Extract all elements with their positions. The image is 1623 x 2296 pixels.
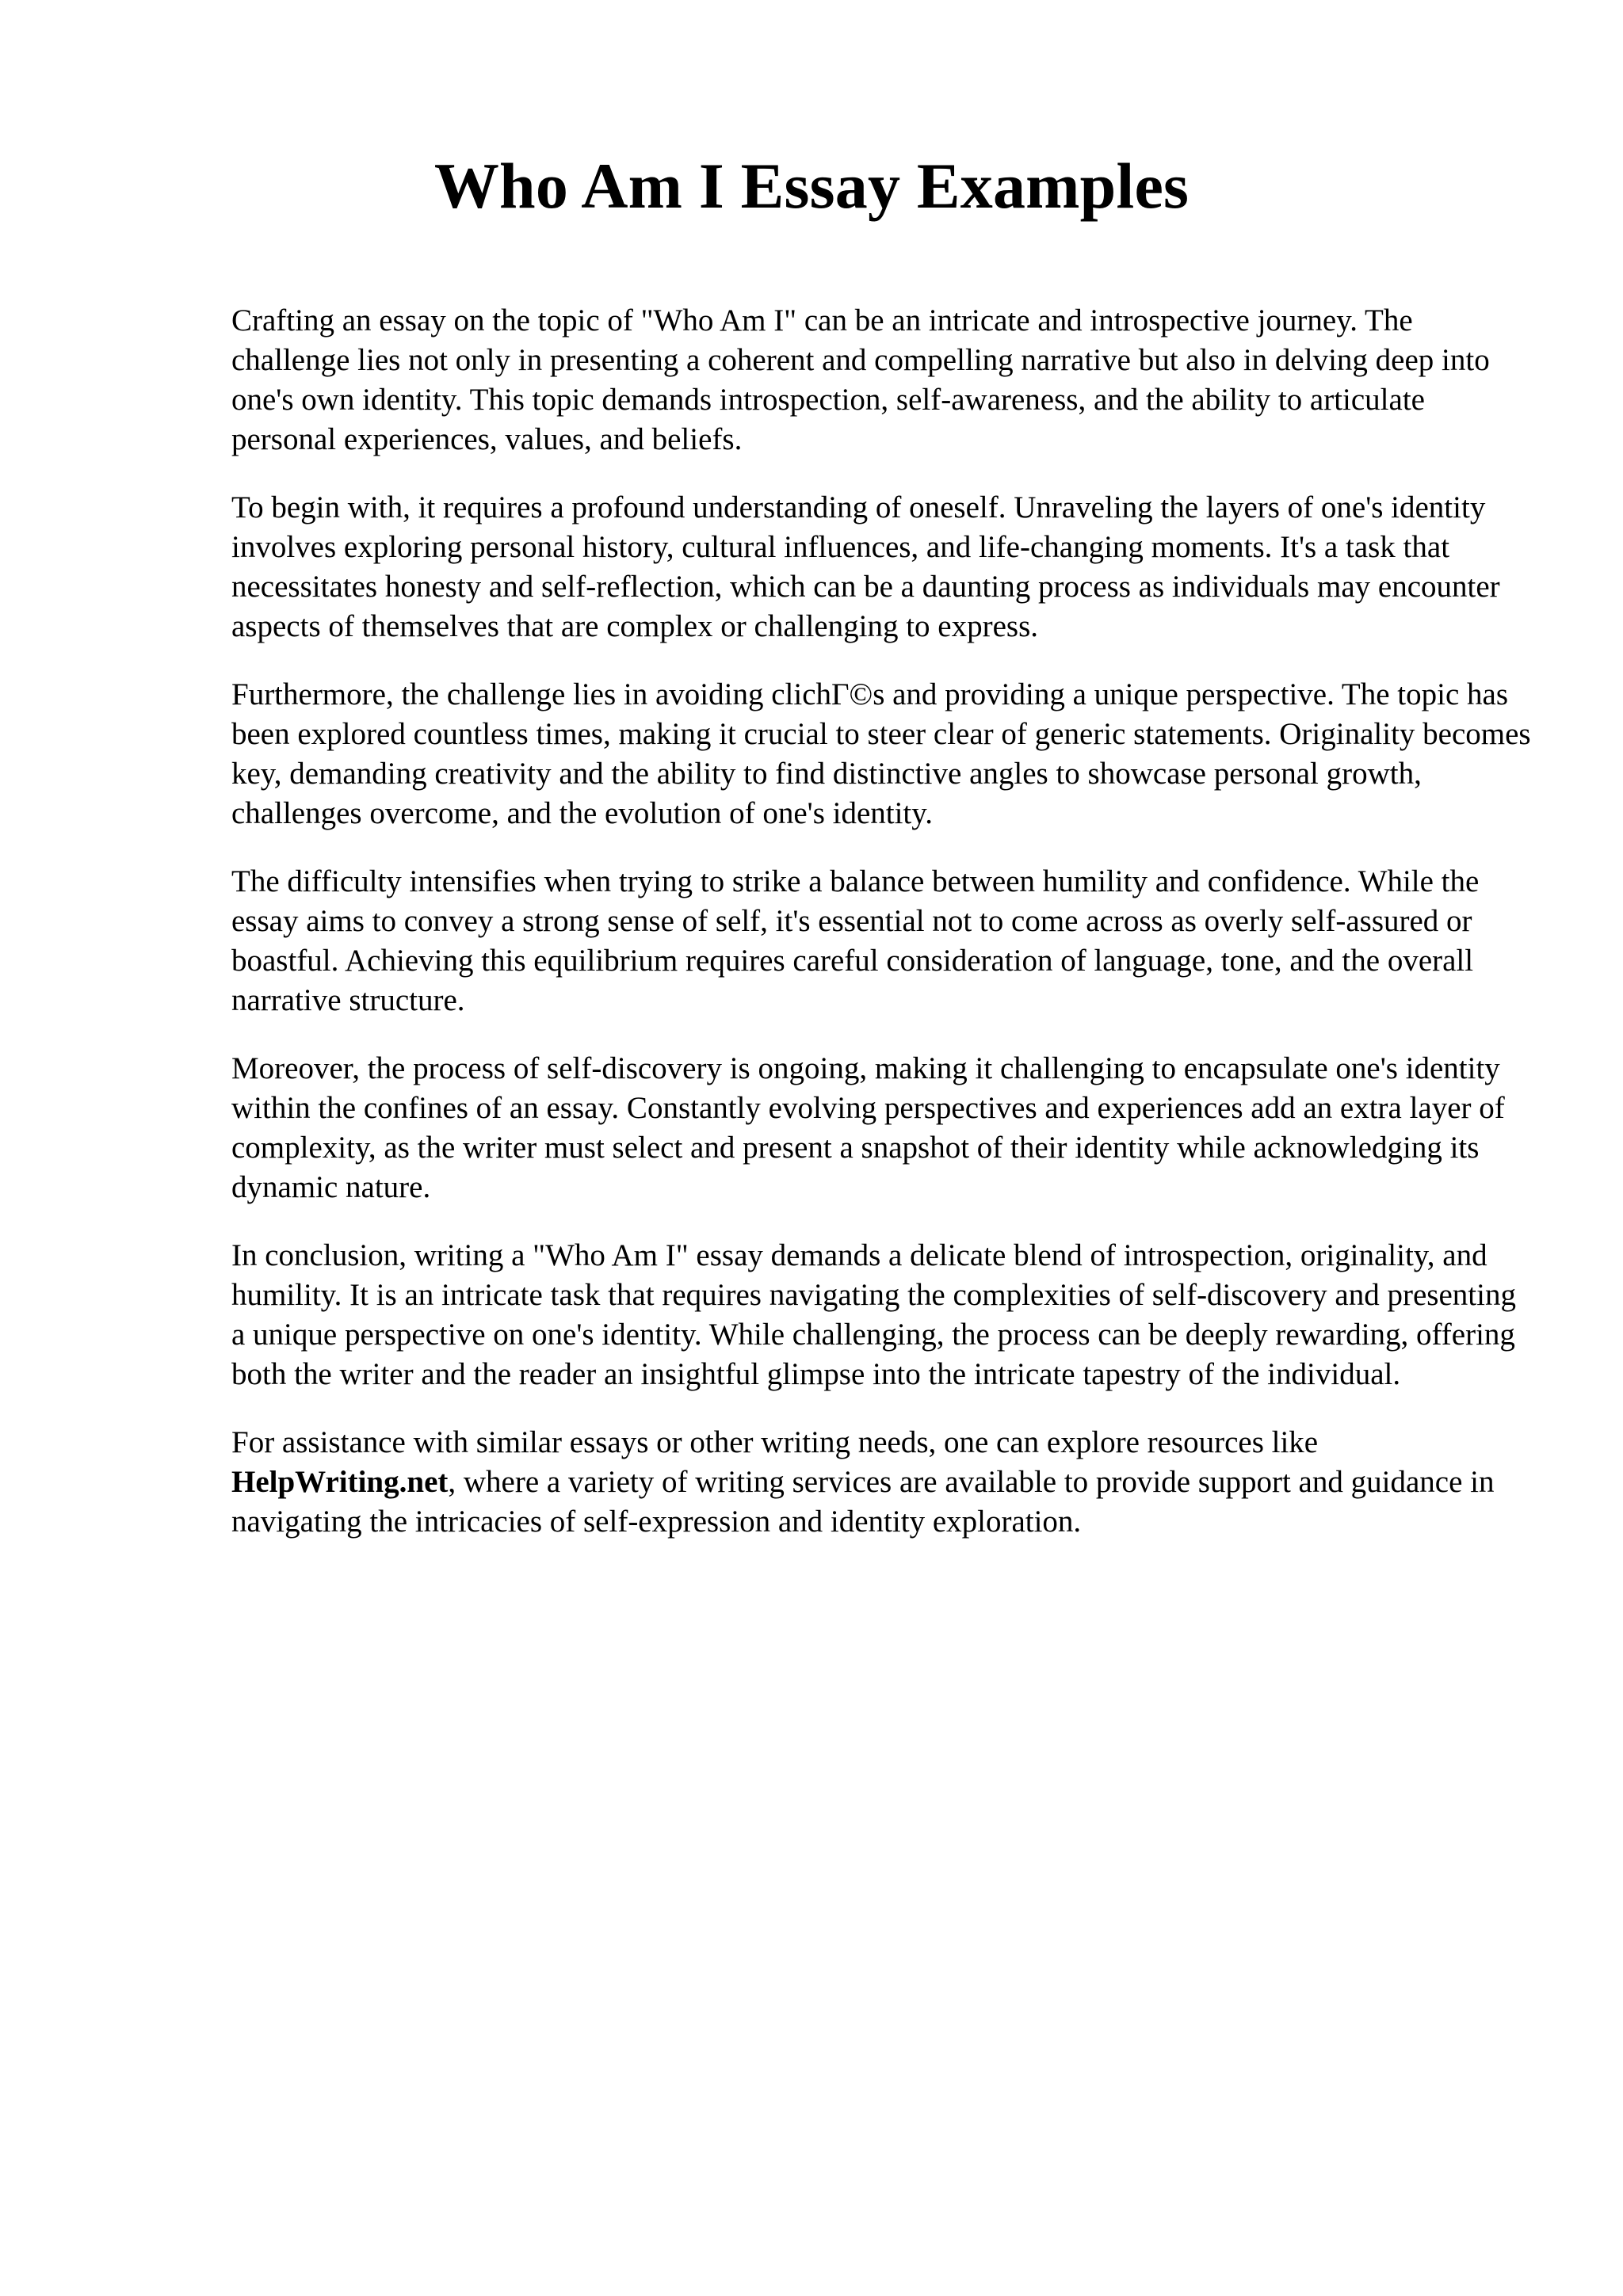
helpwriting-site-name: HelpWriting.net bbox=[231, 1465, 449, 1499]
essay-body bbox=[231, 301, 1531, 1542]
paragraph-5: Moreover, the process of self-discovery is ongoing, making it challenging to encapsulate one's identity within the confines of an essay. Constantly evolving perspectives and experiences add an extra layer of complexity, as the writer must select and present a snapshot of their identity while acknowledging its dynamic nature. bbox=[231, 1051, 1505, 1204]
paragraph-2: To begin with, it requires a profound understanding of oneself. Unraveling the layers of one's identity involves exploring personal history, cultural influences, and life-changing moments. It's a task that necessitates honesty and self-reflection, which can be a daunting process as individuals may encounter aspects of themselves that are complex or challenging to express. bbox=[231, 490, 1500, 643]
page-title: Who Am I Essay Examples bbox=[433, 150, 1190, 222]
closing-text-before: For assistance with similar essays or other writing needs, one can explore resources like bbox=[231, 1425, 1319, 1459]
paragraph-3: Furthermore, the challenge lies in avoiding clichГ©s and providing a unique perspective. The topic has been explored countless times, making it crucial to steer clear of generic statements. Originality becomes key, demanding creativity and the ability to find distinctive angles to showcase personal growth, challenges overcome, and the evolution of one's identity. bbox=[231, 677, 1531, 830]
closing-text-after: , where a variety of writing services are available to provide support and guidance in navigating the intricacies of self-expression and identity exploration. bbox=[231, 1465, 1495, 1539]
paragraph-4: The difficulty intensifies when trying to strike a balance between humility and confidence. While the essay aims to convey a strong sense of self, it's essential not to come across as overly self-assured or boastful. Achieving this equilibrium requires careful consideration of language, tone, and the overall narrative structure. bbox=[231, 864, 1480, 1017]
paragraph-1: Crafting an essay on the topic of "Who Am I" can be an intricate and introspective journey. The challenge lies not only in presenting a coherent and compelling narrative but also in delving deep into one's own identity. This topic demands introspection, self-awareness, and the ability to articulate personal experiences, values, and beliefs. bbox=[231, 303, 1490, 456]
paragraph-6: In conclusion, writing a "Who Am I" essay demands a delicate blend of introspection, originality, and humility. It is an intricate task that requires navigating the complexities of self-discovery and presenting a unique perspective on one's identity. While challenging, the process can be deeply rewarding, offering both the writer and the reader an insightful glimpse into the intricate tapestry of the individual. bbox=[231, 1238, 1516, 1391]
closing-paragraph bbox=[231, 1423, 1531, 1542]
